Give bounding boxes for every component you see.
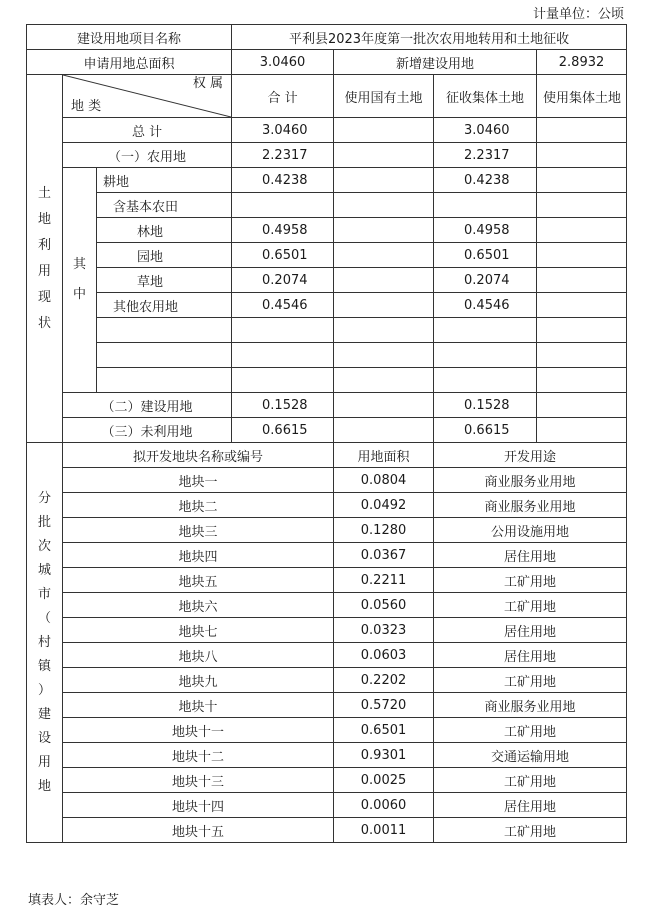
sub-category-value-2: 0.4958 <box>434 218 537 243</box>
lot-row <box>27 793 627 818</box>
lot-name: 地块七 <box>63 618 334 643</box>
lot-use: 居住用地 <box>434 643 627 668</box>
sub-category-char: 中 <box>72 287 86 302</box>
lots-col-name: 拟开发地块名称或编号 <box>63 443 334 468</box>
total-label: 总 计 <box>63 118 232 143</box>
col-header-collective-use: 使用集体土地 <box>537 75 627 118</box>
lots-section-char: 用 <box>37 754 51 770</box>
lot-area: 0.5720 <box>334 693 434 718</box>
lot-name: 地块六 <box>63 593 334 618</box>
lot-row <box>27 743 627 768</box>
lot-name: 地块十一 <box>63 718 334 743</box>
lot-row <box>27 543 627 568</box>
sub-category-char: 其 <box>72 257 86 272</box>
lots-section-char: 镇 <box>37 658 51 674</box>
lot-area: 0.0025 <box>334 768 434 793</box>
construction-land-value-2: 0.1528 <box>434 393 537 418</box>
lot-use: 工矿用地 <box>434 668 627 693</box>
lot-use: 商业服务业用地 <box>434 493 627 518</box>
lot-area: 0.9301 <box>334 743 434 768</box>
lot-name: 地块十五 <box>63 818 334 843</box>
sub-category-value-0: 0.2074 <box>232 268 334 293</box>
sub-category-value-1 <box>334 218 434 243</box>
agri-land-value-1 <box>334 143 434 168</box>
sub-category-value-2: 0.4238 <box>434 168 537 193</box>
lot-name: 地块十二 <box>63 743 334 768</box>
lots-header-row <box>27 443 627 468</box>
sub-category-row <box>27 368 627 393</box>
sub-category-value-1 <box>334 293 434 318</box>
lot-name: 地块八 <box>63 643 334 668</box>
lot-row <box>27 468 627 493</box>
sub-category-value-0 <box>232 318 334 343</box>
lot-name: 地块九 <box>63 668 334 693</box>
sub-category-value-2: 0.2074 <box>434 268 537 293</box>
sub-category-row <box>27 193 627 218</box>
lot-area: 0.0323 <box>334 618 434 643</box>
lots-col-use: 开发用途 <box>434 443 627 468</box>
sub-category-value-2 <box>434 193 537 218</box>
unused-land-value-2: 0.6615 <box>434 418 537 443</box>
sub-category-value-1 <box>334 243 434 268</box>
unused-land-value-1 <box>334 418 434 443</box>
sub-category-row <box>27 293 627 318</box>
construction-land-value-3 <box>537 393 627 418</box>
sub-category-value-2: 0.6501 <box>434 243 537 268</box>
lots-section-char: （ <box>37 610 51 626</box>
lot-area: 0.1280 <box>334 518 434 543</box>
sub-category-row <box>27 168 627 193</box>
sub-category-row <box>27 318 627 343</box>
lots-section-char: 分 <box>37 490 51 506</box>
sub-category-value-3 <box>537 293 627 318</box>
land-use-section-char: 土 <box>37 185 51 201</box>
diag-bottom-label: 地 类 <box>71 99 102 114</box>
lot-row <box>27 618 627 643</box>
lot-row <box>27 593 627 618</box>
project-name-label: 建设用地项目名称 <box>27 25 232 50</box>
unused-land-value-3 <box>537 418 627 443</box>
sub-category-value-0 <box>232 368 334 393</box>
form-filler: 填表人：余守芝 <box>28 893 120 908</box>
lots-section-label <box>27 443 63 843</box>
lot-name: 地块五 <box>63 568 334 593</box>
total-value-2: 3.0460 <box>434 118 537 143</box>
lot-area: 0.0011 <box>334 818 434 843</box>
lot-name: 地块十 <box>63 693 334 718</box>
agri-land-value-2: 2.2317 <box>434 143 537 168</box>
unit-note: 计量单位：公顷 <box>532 7 624 22</box>
lot-area: 0.0804 <box>334 468 434 493</box>
lot-name: 地块三 <box>63 518 334 543</box>
total-value-1 <box>334 118 434 143</box>
lot-row <box>27 768 627 793</box>
unused-land-value-0: 0.6615 <box>232 418 334 443</box>
lot-use: 居住用地 <box>434 793 627 818</box>
lot-name: 地块一 <box>63 468 334 493</box>
lot-use: 工矿用地 <box>434 818 627 843</box>
lot-use: 商业服务业用地 <box>434 468 627 493</box>
sub-category-value-1 <box>334 193 434 218</box>
lots-section-char: 批 <box>37 514 51 530</box>
sub-category-value-3 <box>537 168 627 193</box>
sub-category-name: 其他农用地 <box>97 293 232 318</box>
sub-category-value-3 <box>537 193 627 218</box>
lot-name: 地块二 <box>63 493 334 518</box>
lots-col-area: 用地面积 <box>334 443 434 468</box>
sub-category-value-0: 0.4958 <box>232 218 334 243</box>
sub-category-value-0: 0.4238 <box>232 168 334 193</box>
total-value-3 <box>537 118 627 143</box>
lot-area: 0.0060 <box>334 793 434 818</box>
sub-category-value-0 <box>232 343 334 368</box>
lot-area: 0.0603 <box>334 643 434 668</box>
sub-category-name <box>97 368 232 393</box>
land-use-header-row <box>27 75 627 118</box>
total-row <box>27 118 627 143</box>
sub-category-name <box>97 318 232 343</box>
lot-use: 公用设施用地 <box>434 518 627 543</box>
total-area-value: 3.0460 <box>232 50 334 75</box>
construction-land-value-0: 0.1528 <box>232 393 334 418</box>
sub-category-value-3 <box>537 268 627 293</box>
construction-land-row <box>27 393 627 418</box>
lot-name: 地块十四 <box>63 793 334 818</box>
lot-use: 居住用地 <box>434 618 627 643</box>
sub-category-value-1 <box>334 368 434 393</box>
construction-land-label: （二）建设用地 <box>63 393 232 418</box>
unused-land-row <box>27 418 627 443</box>
sub-category-value-3 <box>537 368 627 393</box>
lot-use: 交通运输用地 <box>434 743 627 768</box>
sub-category-name: 耕地 <box>97 168 232 193</box>
sub-category-value-1 <box>334 168 434 193</box>
lot-row <box>27 568 627 593</box>
sub-category-name: 含基本农田 <box>97 193 232 218</box>
lot-name: 地块十三 <box>63 768 334 793</box>
lots-section-char: 地 <box>37 778 51 794</box>
agri-land-row <box>27 143 627 168</box>
land-use-section-char: 状 <box>37 315 51 331</box>
lots-section-char: ） <box>37 682 51 698</box>
sub-category-value-1 <box>334 268 434 293</box>
lot-use: 工矿用地 <box>434 768 627 793</box>
lot-row <box>27 668 627 693</box>
new-area-value: 2.8932 <box>537 50 627 75</box>
sub-category-value-0: 0.6501 <box>232 243 334 268</box>
sub-category-value-3 <box>537 243 627 268</box>
lot-use: 工矿用地 <box>434 568 627 593</box>
lot-row <box>27 718 627 743</box>
sub-category-row <box>27 343 627 368</box>
lot-use: 商业服务业用地 <box>434 693 627 718</box>
lots-section-char: 村 <box>37 634 51 650</box>
sub-category-name <box>97 343 232 368</box>
project-name-row <box>27 25 627 50</box>
sub-category-value-3 <box>537 218 627 243</box>
sub-category-name: 草地 <box>97 268 232 293</box>
lot-row <box>27 818 627 843</box>
sub-category-value-0 <box>232 193 334 218</box>
land-use-section-char: 地 <box>37 211 51 227</box>
agri-land-value-0: 2.2317 <box>232 143 334 168</box>
lot-area: 0.2211 <box>334 568 434 593</box>
sub-category-value-2 <box>434 368 537 393</box>
lot-area: 0.2202 <box>334 668 434 693</box>
col-header-collective-expropriation: 征收集体土地 <box>434 75 537 118</box>
lot-use: 工矿用地 <box>434 593 627 618</box>
sub-category-label <box>63 168 97 393</box>
sub-category-value-1 <box>334 318 434 343</box>
project-name-value: 平利县2023年度第一批次农用地转用和土地征收 <box>232 25 627 50</box>
land-use-form-table <box>26 24 627 843</box>
lots-section-char: 次 <box>37 538 51 554</box>
total-area-label: 申请用地总面积 <box>27 50 232 75</box>
lot-area: 0.0560 <box>334 593 434 618</box>
sub-category-row <box>27 268 627 293</box>
sub-category-value-0: 0.4546 <box>232 293 334 318</box>
col-header-total: 合 计 <box>232 75 334 118</box>
total-area-row <box>27 50 627 75</box>
sub-category-value-3 <box>537 318 627 343</box>
sub-category-row <box>27 243 627 268</box>
new-area-label: 新增建设用地 <box>334 50 537 75</box>
sub-category-row <box>27 218 627 243</box>
lot-area: 0.0367 <box>334 543 434 568</box>
sub-category-name: 林地 <box>97 218 232 243</box>
lot-row <box>27 493 627 518</box>
sub-category-value-2: 0.4546 <box>434 293 537 318</box>
agri-land-value-3 <box>537 143 627 168</box>
lots-section-char: 建 <box>37 706 51 722</box>
lot-row <box>27 693 627 718</box>
lots-section-char: 城 <box>37 562 51 578</box>
lot-use: 居住用地 <box>434 543 627 568</box>
lot-name: 地块四 <box>63 543 334 568</box>
unused-land-label: （三）未利用地 <box>63 418 232 443</box>
land-use-section-char: 现 <box>37 289 51 305</box>
lots-section-char: 市 <box>37 586 51 602</box>
agri-land-label: （一）农用地 <box>63 143 232 168</box>
sub-category-value-2 <box>434 318 537 343</box>
lots-section-char: 设 <box>37 730 51 746</box>
lot-use: 工矿用地 <box>434 718 627 743</box>
sub-category-name: 园地 <box>97 243 232 268</box>
lot-area: 0.6501 <box>334 718 434 743</box>
construction-land-value-1 <box>334 393 434 418</box>
total-value-0: 3.0460 <box>232 118 334 143</box>
land-use-section-char: 利 <box>37 237 51 253</box>
col-header-state-land: 使用国有土地 <box>334 75 434 118</box>
sub-category-value-2 <box>434 343 537 368</box>
lot-row <box>27 643 627 668</box>
lot-row <box>27 518 627 543</box>
diag-top-label: 权 属 <box>192 76 224 91</box>
lot-area: 0.0492 <box>334 493 434 518</box>
land-use-section-label <box>27 75 63 443</box>
sub-category-value-3 <box>537 343 627 368</box>
land-use-section-char: 用 <box>37 263 51 279</box>
sub-category-value-1 <box>334 343 434 368</box>
category-ownership-diagonal-header <box>63 75 232 118</box>
